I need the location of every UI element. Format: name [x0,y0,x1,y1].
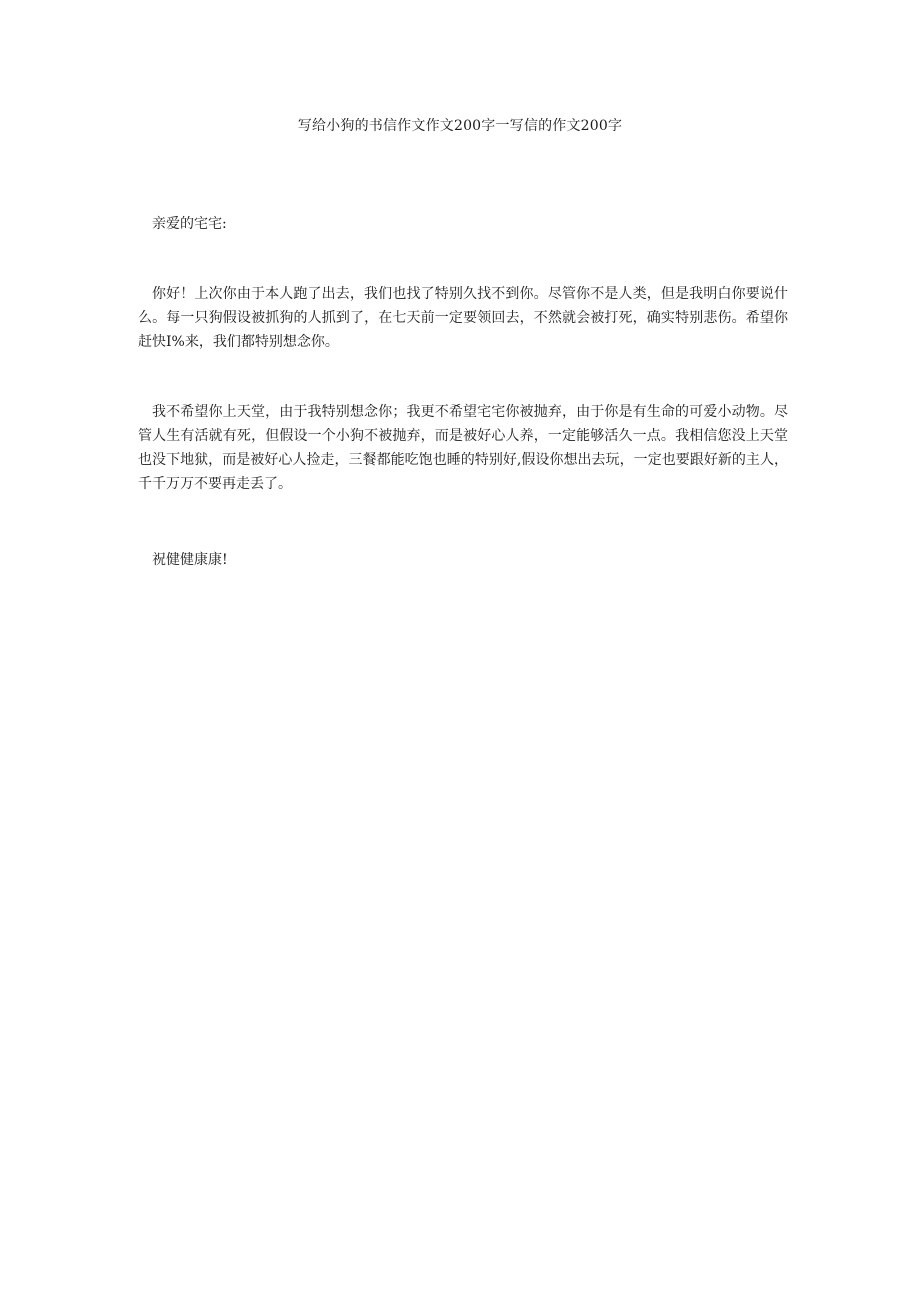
letter-closing: 祝健健康康! [152,552,228,568]
letter-paragraph-1: 你好！上次你由于本人跑了出去，我们也找了特别久找不到你。尽管你不是人类，但是我明白你要说什么。每一只狗假设被抓狗的人抓到了，在七天前一定要领回去，不然就会被打死，确实特别悲伤。希望你赶快I%来，我们都特别想念你。 [138,286,788,350]
document-title: 写给小狗的书信作文作文200字一写信的作文200字 [297,118,623,134]
letter-salutation: 亲爱的宅宅: [152,216,227,232]
letter-paragraph-2: 我不希望你上天堂，由于我特别想念你；我更不希望宅宅你被抛弃，由于你是有生命的可爱小动物。尽管人生有活就有死，但假设一个小狗不被抛弃，而是被好心人养，一定能够活久一点。我相信您没上天堂也没下地狱，而是被好心人捡走，三餐都能吃饱也睡的特别好,假设你想出去玩，一定也要跟好新的主人，千千万万不要再走丢了。 [138,404,788,492]
